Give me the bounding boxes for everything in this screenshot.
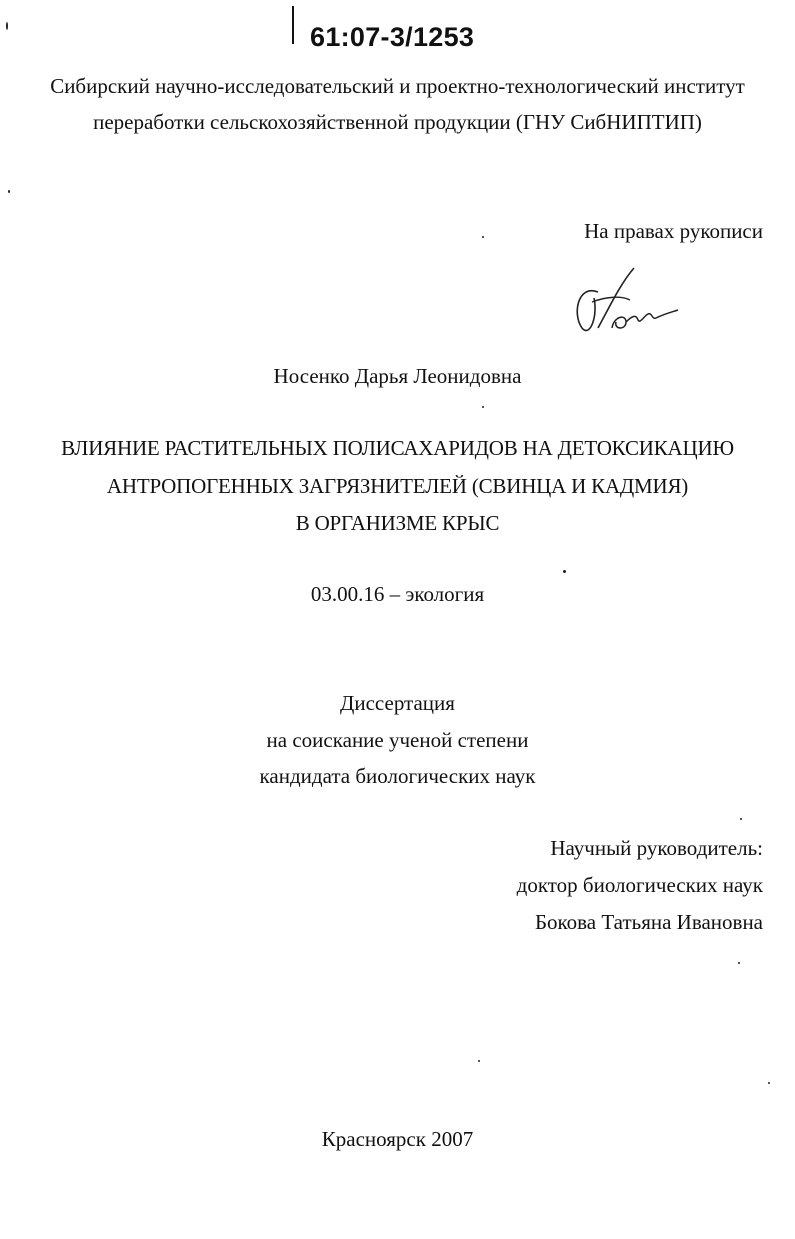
institute-line-1: Сибирский научно-исследовательский и проектно-технологический институт (50, 74, 745, 98)
title-line-2: АНТРОПОГЕННЫХ ЗАГРЯЗНИТЕЛЕЙ (СВИНЦА И КАДМИЯ) (106, 474, 689, 498)
supervisor-name: Бокова Татьяна Ивановна (534, 910, 763, 934)
scan-speck (6, 22, 8, 30)
specialty-code: 03.00.16 – экология (310, 582, 485, 606)
degree-name: кандидата биологических наук (259, 764, 536, 788)
dissertation-label: Диссертация (340, 691, 455, 715)
supervisor-degree: доктор биологических наук (516, 873, 763, 897)
degree-purpose: на соискание ученой степени (266, 728, 529, 752)
catalog-number: 61:07-3/1253 (310, 22, 475, 52)
supervisor-label: Научный руководитель: (550, 836, 763, 860)
title-line-3: В ОРГАНИЗМЕ КРЫС (295, 511, 500, 535)
scan-speck (740, 818, 742, 820)
city-year: Красноярск 2007 (321, 1127, 474, 1151)
manuscript-rights: На правах рукописи (584, 219, 763, 243)
scan-speck (482, 236, 484, 238)
scan-speck (482, 406, 484, 408)
scan-speck (738, 962, 740, 964)
scan-speck (8, 190, 10, 193)
institute-line-2: переработки сельскохозяйственной продукции (ГНУ СибНИПТИП) (93, 110, 702, 134)
catalog-stamp-bar (292, 6, 294, 44)
title-line-1: ВЛИЯНИЕ РАСТИТЕЛЬНЫХ ПОЛИСАХАРИДОВ НА ДЕТОКСИКАЦИЮ (61, 436, 734, 460)
scan-speck (478, 1060, 480, 1062)
scan-speck (768, 1082, 770, 1084)
scan-speck (563, 570, 566, 573)
author-name: Носенко Дарья Леонидовна (273, 364, 522, 388)
signature-image (568, 262, 680, 342)
